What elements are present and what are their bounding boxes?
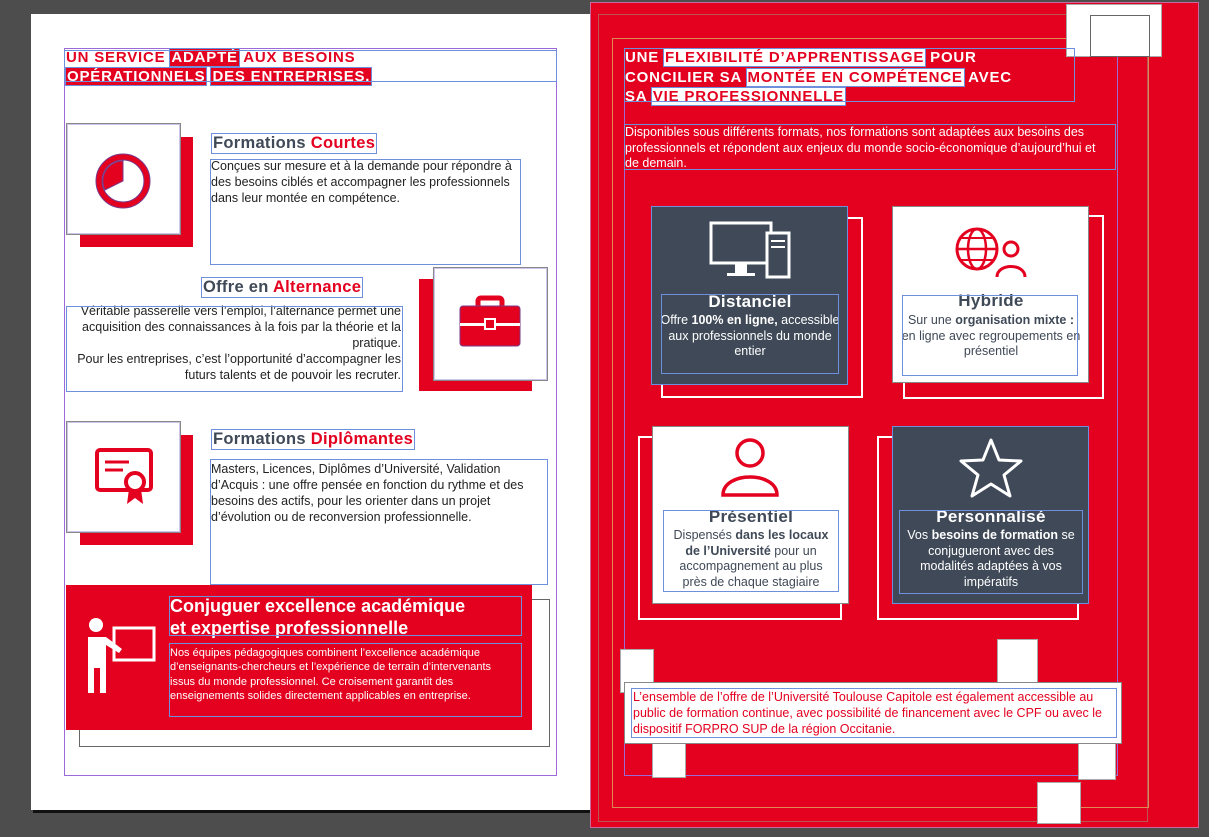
card-distanciel: [651, 206, 848, 385]
right-headline: UNE FLEXIBILITÉ D’APPRENTISSAGE POUR CONCILIER SA MONTÉE EN COMPÉTENCE AVEC SA VIE PROFESSIONNELLE: [625, 49, 1012, 105]
distanciel-text: Offre 100% en ligne, accessible aux professionnels du monde entier: [660, 313, 840, 358]
alternance-text: Véritable passerelle vers l’emploi, l’alternance permet une acquisition des connaissances à la fois par la théorie et la pratique. Pour les entreprises, c’est l’opportunité d’accompagner les futurs talents et de pouvoir les recruter.: [77, 304, 401, 382]
alternance-icon-box: [433, 267, 548, 381]
person-icon: [717, 437, 783, 499]
briefcase-icon: [434, 268, 547, 380]
courtes-title: Formations Courtes: [213, 134, 376, 152]
certificate-icon: [67, 422, 180, 532]
footer-text: L’ensemble de l’offre de l’Université Toulouse Capitole est également accessible au public de formation continue, avec possibilité de financement avec le CPF ou avec le dispositif FORPRO SUP de la région Occitanie.: [633, 690, 1103, 736]
diplomantes-icon-box: [66, 421, 181, 533]
courtes-text: Conçues sur mesure et à la demande pour répondre à des besoins ciblés et accompagner les professionnels dans leur montée en compétence.: [211, 159, 512, 205]
star-icon: [957, 437, 1025, 499]
alternance-title: Offre en Alternance: [203, 278, 362, 296]
diplomantes-text: Masters, Licences, Diplômes d’Université, Validation d’Acquis : une offre pensée en fonction du rythme et des besoins des actifs, pour les orienter dans un projet d’évolution ou de reconversion professionnelle.: [211, 462, 524, 524]
card-hybride: [892, 206, 1089, 383]
deco-square-br-1: [997, 639, 1038, 685]
excellence-text: Nos équipes pédagogiques combinent l’excellence académique d’enseignants-chercheurs et l’expérience de terrain d’intervenants issus du monde professionnel. Ce croisement garantit des enseignements solides directement applicables en entreprise.: [170, 647, 492, 702]
deco-square-bl-2: [652, 740, 686, 778]
courtes-icon-box: [66, 123, 181, 235]
presentiel-title: Présentiel: [708, 507, 794, 526]
teacher-icon: [78, 613, 163, 698]
hybride-text: Sur une organisation mixte : en ligne avec regroupements en présentiel: [901, 313, 1081, 358]
globe-person-icon: [953, 221, 1029, 283]
clock-icon: [67, 124, 180, 234]
excellence-banner: [66, 585, 532, 730]
deco-square-br-3: [1037, 782, 1081, 824]
diplomantes-title: Formations Diplômantes: [213, 430, 414, 448]
computer-icon: [709, 219, 793, 283]
footer-box: [624, 682, 1122, 744]
presentiel-text: Dispensés dans les locaux de l’Université pour un accompagnement au plus près de chaque stagiaire: [673, 528, 829, 589]
personnalise-text: Vos besoins de formation se conjugueront avec des modalités adaptées à vos impératifs: [907, 528, 1075, 589]
personnalise-title: Personnalisé: [936, 507, 1046, 526]
right-intro: Disponibles sous différents formats, nos formations sont adaptées aux besoins des professionnels et répondent aux enjeux du monde socio-économique d’aujourd’hui et de demain.: [625, 125, 1096, 170]
card-personnalise: [892, 426, 1089, 604]
left-headline: UN SERVICE ADAPTÉ AUX BESOINS OPÉRATIONNELS DES ENTREPRISES.: [66, 49, 371, 85]
excellence-title: Conjuguer excellence académique et expertise professionnelle: [170, 596, 466, 638]
card-presentiel: [652, 426, 849, 604]
deco-square-top-right-inner: [1090, 15, 1150, 57]
deco-square-br-2: [1078, 740, 1116, 780]
distanciel-title: Distanciel: [708, 292, 792, 311]
hybride-title: Hybride: [958, 291, 1024, 310]
